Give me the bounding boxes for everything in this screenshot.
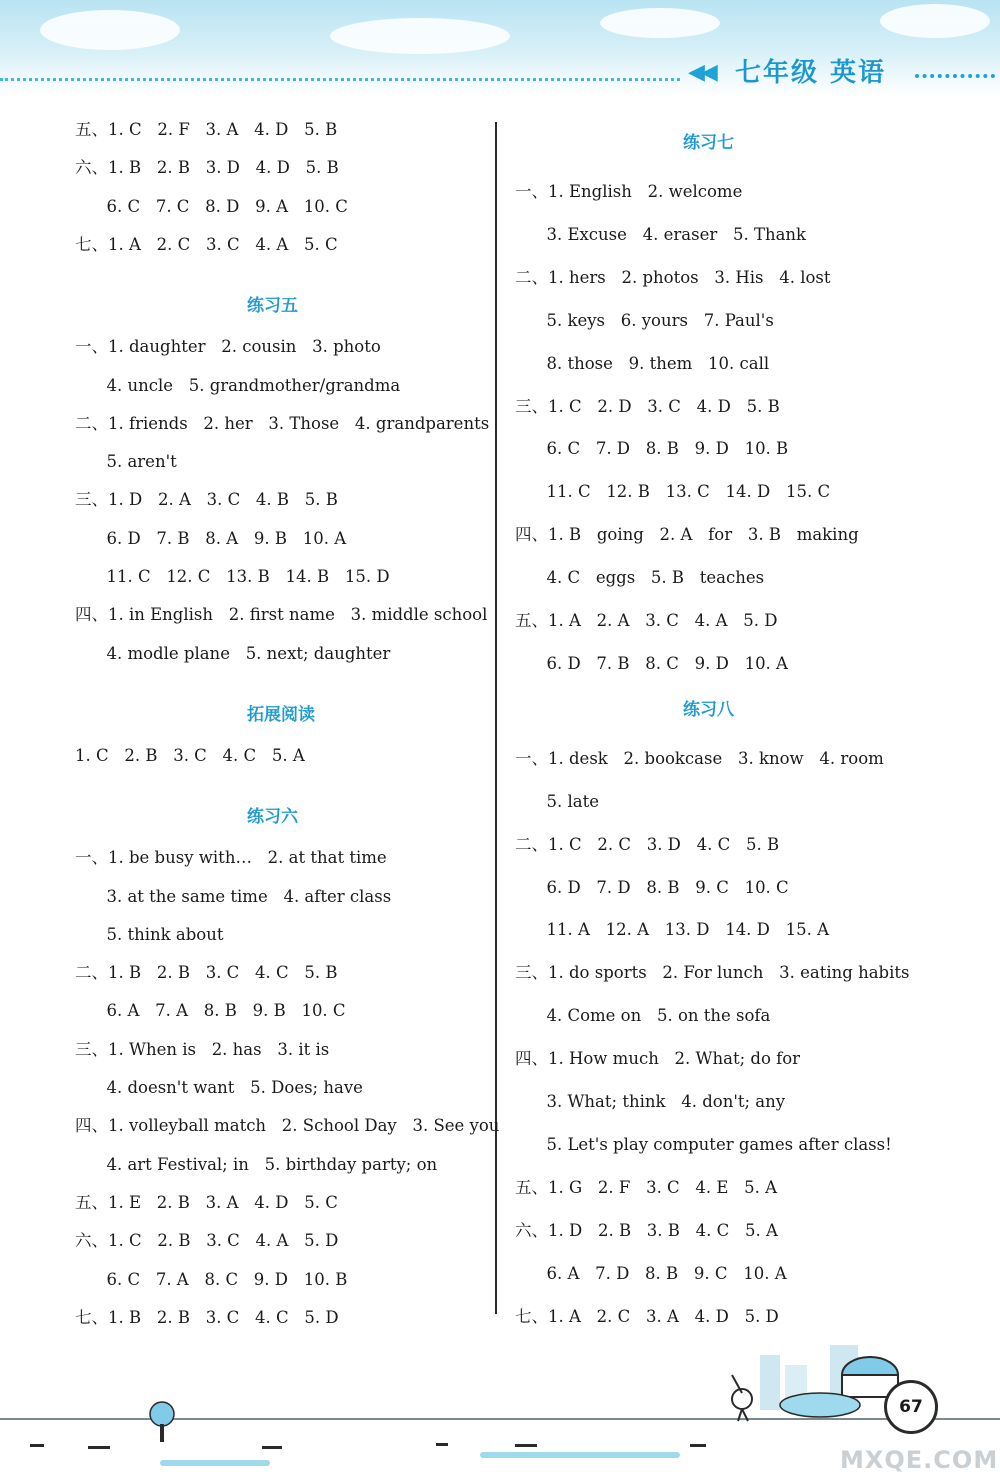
footer-wave [480,1452,680,1458]
answer-line: 11. C 12. C 13. B 14. B 15. D [75,567,390,586]
chevron-icon: ◀◀ [688,60,714,85]
answer-line: 三、1. When is 2. has 3. it is [75,1039,330,1059]
answer-line: 4. art Festival; in 5. birthday party; on [75,1154,438,1174]
answer-line: 一、1. English 2. welcome [515,182,743,201]
footer-wave [160,1460,270,1466]
page-title: 七年级 英语 [735,58,887,88]
answer-line: 二、1. friends 2. her 3. Those 4. grandparents [75,413,490,433]
answer-line: 6. A 7. D 8. B 9. C 10. A [515,1263,787,1283]
answer-line: 6. C 7. D 8. B 9. D 10. B [515,439,789,459]
answer-line: 8. those 9. them 10. call [515,353,770,373]
answer-line: 三、1. C 2. D 3. C 4. D 5. B [515,396,780,416]
page-number: 67 [884,1380,938,1434]
footer-dash [262,1446,282,1449]
answer-line: 6. D 7. B 8. A 9. B 10. A [75,528,347,548]
page-header [0,0,1000,95]
answer-line: 三、1. do sports 2. For lunch 3. eating habits [515,963,910,983]
answer-line: 六、1. B 2. B 3. D 4. D 5. B [75,158,339,178]
answer-line: 二、1. hers 2. photos 3. His 4. lost [515,267,831,287]
section-title: 拓展阅读 [247,704,315,725]
footer-dash [436,1443,448,1446]
answer-line: 七、1. A 2. C 3. A 4. D 5. D [515,1306,779,1326]
section-title: 练习八 [683,699,734,720]
answer-line: 四、1. How much 2. What; do for [515,1049,801,1069]
section-title: 练习六 [247,807,298,828]
footer-dash [88,1446,110,1449]
answer-line: 6. D 7. B 8. C 9. D 10. A [515,653,788,673]
answer-line: 六、1. D 2. B 3. B 4. C 5. A [515,1220,778,1240]
footer-dash [690,1444,706,1447]
answer-line: 四、1. in English 2. first name 3. middle school [75,605,488,625]
answer-line: 3. What; think 4. don't; any [515,1092,786,1111]
answer-line: 5. Let's play computer games after class! [515,1134,892,1154]
answer-line: 七、1. B 2. B 3. C 4. C 5. D [75,1307,339,1327]
answer-line: 4. modle plane 5. next; daughter [75,643,391,663]
answer-line: 二、1. C 2. C 3. D 4. C 5. B [515,834,780,854]
header-dotted-rule-right [915,74,995,78]
city-scene-icon [720,1335,990,1425]
answer-line: 5. late [515,791,599,811]
answer-line: 四、1. B going 2. A for 3. B making [515,525,859,545]
footer-dash [30,1444,44,1447]
answer-line: 4. uncle 5. grandmother/grandma [75,375,401,395]
answer-line: 6. D 7. D 8. B 9. C 10. C [515,877,789,897]
answer-line: 5. think about [75,924,224,944]
header-dotted-rule [0,78,680,81]
tree-icon [145,1400,179,1444]
answer-line: 六、1. C 2. B 3. C 4. A 5. D [75,1231,339,1251]
answer-line: 一、1. be busy with… 2. at that time [75,848,387,868]
answer-line: 4. C eggs 5. B teaches [515,568,765,588]
answer-line: 5. aren't [75,452,177,472]
watermark-text: MXQE.COM [840,1446,999,1474]
cloud-decoration [880,4,990,38]
answer-line: 七、1. A 2. C 3. C 4. A 5. C [75,234,338,254]
answer-line: 五、1. C 2. F 3. A 4. D 5. B [75,120,338,139]
cloud-decoration [600,8,720,38]
answer-line: 五、1. E 2. B 3. A 4. D 5. C [75,1192,338,1212]
cloud-decoration [330,18,510,54]
answer-line: 6. A 7. A 8. B 9. B 10. C [75,1001,346,1021]
answer-line: 五、1. A 2. A 3. C 4. A 5. D [515,611,778,630]
answer-line: 1. C 2. B 3. C 4. C 5. A [75,745,305,765]
answer-line: 11. A 12. A 13. D 14. D 15. A [515,920,830,940]
answer-line: 一、1. desk 2. bookcase 3. know 4. room [515,748,884,768]
answer-line: 3. at the same time 4. after class [75,886,392,906]
answer-line: 一、1. daughter 2. cousin 3. photo [75,337,381,357]
section-title: 练习五 [247,296,298,317]
section-title: 练习七 [683,133,734,153]
answer-line: 4. Come on 5. on the sofa [515,1006,771,1026]
answer-line: 二、1. B 2. B 3. C 4. C 5. B [75,963,338,983]
answer-line: 6. C 7. A 8. C 9. D 10. B [75,1269,348,1289]
answer-line: 3. Excuse 4. eraser 5. Thank [515,224,807,244]
answer-line: 五、1. G 2. F 3. C 4. E 5. A [515,1177,778,1197]
answer-line: 6. C 7. C 8. D 9. A 10. C [75,196,348,216]
footer-dash [515,1444,537,1447]
answer-line: 5. keys 6. yours 7. Paul's [515,310,774,330]
answer-line: 四、1. volleyball match 2. School Day 3. See you [75,1116,500,1136]
cloud-decoration [40,10,180,50]
answer-line: 11. C 12. B 13. C 14. D 15. C [515,482,831,502]
answer-line: 三、1. D 2. A 3. C 4. B 5. B [75,490,338,510]
answer-line: 4. doesn't want 5. Does; have [75,1078,363,1097]
